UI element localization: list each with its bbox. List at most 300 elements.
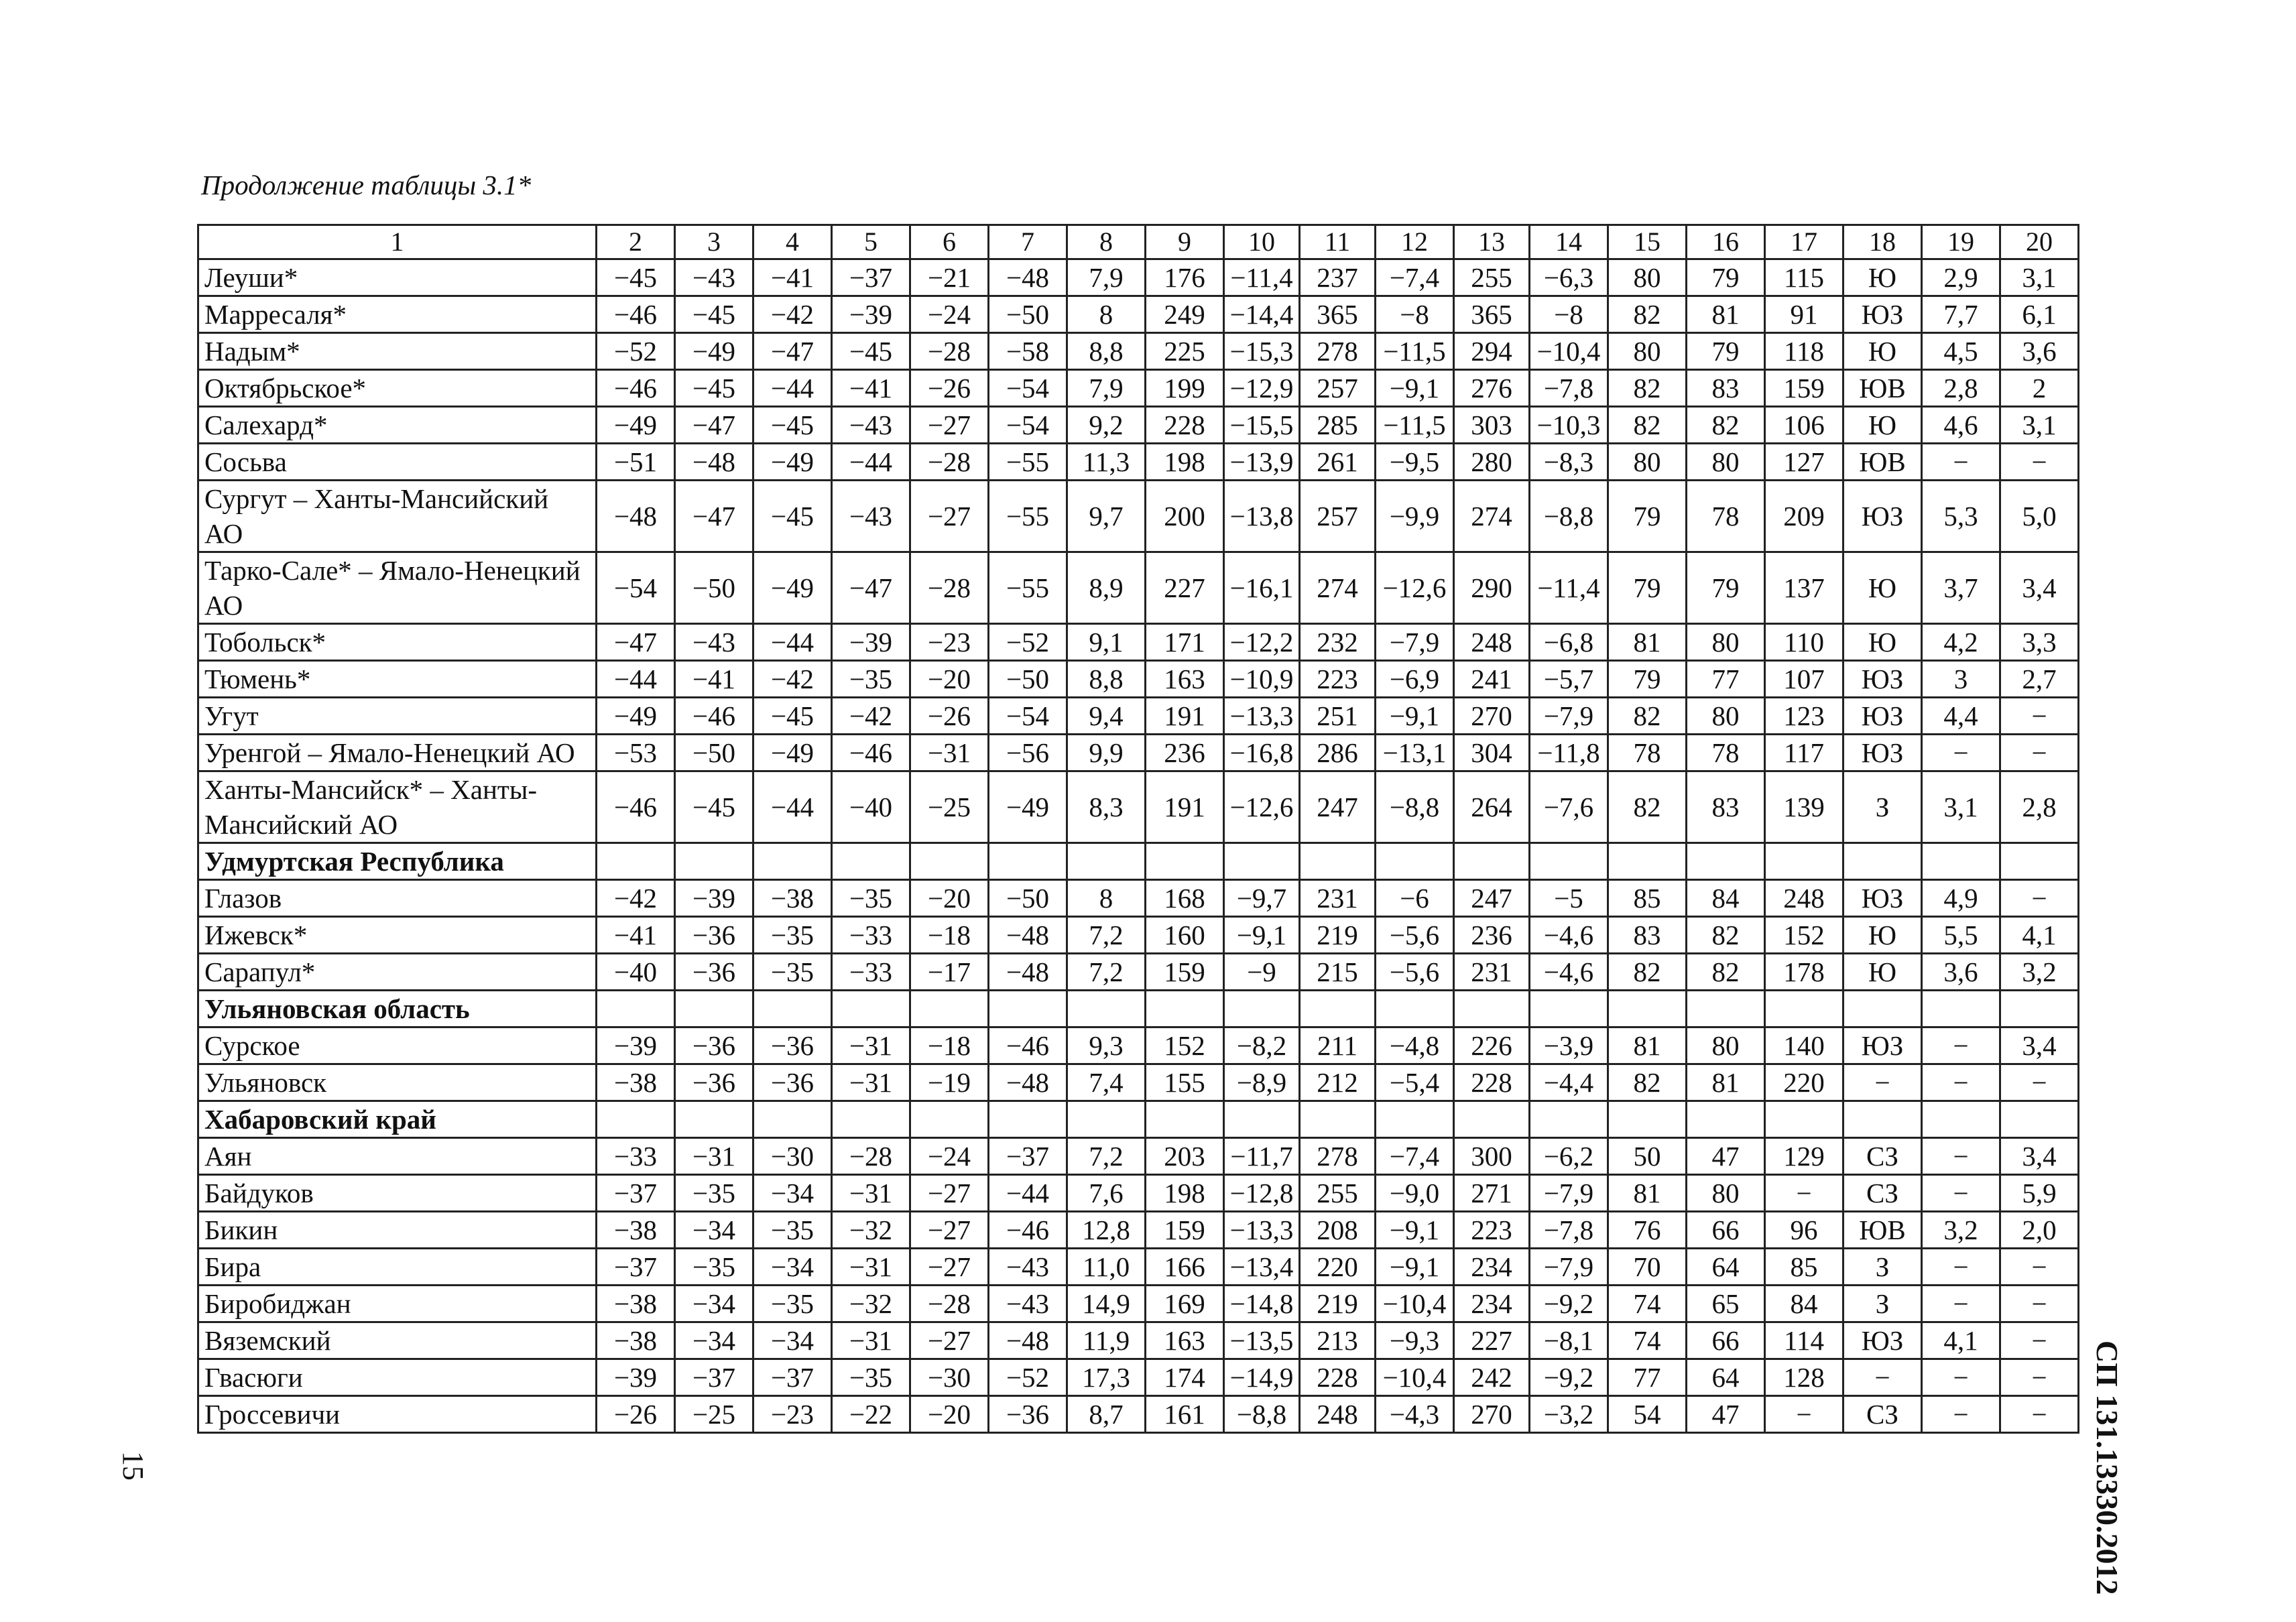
table-cell: 236 [1454,917,1530,954]
table-cell: 365 [1300,296,1376,333]
table-cell: −7,9 [1530,1249,1608,1286]
table-cell: −28 [910,552,989,624]
table-cell: 228 [1300,1359,1376,1396]
table-cell [675,991,753,1027]
table-cell [832,991,910,1027]
table-cell: 82 [1608,771,1687,843]
table-row [198,1212,2079,1249]
table-cell: −45 [675,296,753,333]
table-cell: 7,6 [1067,1175,1146,1212]
table-row [198,880,2079,917]
table-cell: Ю [1844,407,1922,444]
table-cell: 248 [1765,880,1844,917]
page-number: 15 [117,1451,149,1481]
location-name: Марресаля* [198,296,597,333]
location-name: Ижевск* [198,917,597,954]
table-cell: Ю [1844,259,1922,296]
table-cell [1300,843,1376,880]
table-cell: 78 [1687,481,1765,552]
table-cell: −39 [832,624,910,661]
table-cell: −7,8 [1530,370,1608,407]
table-cell: 70 [1608,1249,1687,1286]
table-cell: 255 [1454,259,1530,296]
location-name: Сосьва [198,444,597,481]
table-cell: 290 [1454,552,1530,624]
table-cell: −55 [989,444,1067,481]
table-cell: 3,1 [2000,259,2079,296]
table-cell: −46 [989,1027,1067,1064]
table-cell: −31 [832,1064,910,1101]
table-cell: 7,2 [1067,917,1146,954]
column-header: 9 [1146,225,1224,259]
table-cell: −10,4 [1530,333,1608,370]
table-cell: 66 [1687,1212,1765,1249]
column-header: 16 [1687,225,1765,259]
table-cell [989,843,1067,880]
table-cell: −8,2 [1224,1027,1300,1064]
table-cell: −48 [989,1064,1067,1101]
table-cell [2000,991,2079,1027]
column-header: 1 [198,225,597,259]
table-cell: −45 [753,481,832,552]
table-cell: Ю [1844,552,1922,624]
table-cell: −34 [753,1175,832,1212]
column-header: 11 [1300,225,1376,259]
table-cell: −13,1 [1376,735,1454,771]
table-cell: −23 [910,624,989,661]
table-cell: −16,8 [1224,735,1300,771]
table-cell: −11,4 [1224,259,1300,296]
table-cell: −4,4 [1530,1064,1608,1101]
table-cell: −27 [910,407,989,444]
table-cell: 303 [1454,407,1530,444]
table-cell: −11,7 [1224,1138,1300,1175]
table-cell: Ю [1844,954,1922,991]
table-cell: 271 [1454,1175,1530,1212]
table-cell [1146,843,1224,880]
table-cell: СЗ [1844,1138,1922,1175]
table-cell [1844,1101,1922,1138]
column-header: 17 [1765,225,1844,259]
table-cell: ЮЗ [1844,735,1922,771]
table-cell: − [2000,1064,2079,1101]
table-cell: − [1922,444,2000,481]
table-cell: 7,9 [1067,259,1146,296]
table-cell: −50 [675,735,753,771]
table-cell: −46 [597,370,675,407]
table-cell: − [2000,1249,2079,1286]
table-cell: −39 [597,1359,675,1396]
table-cell: −54 [989,370,1067,407]
table-cell: −5 [1530,880,1608,917]
table-cell: −10,3 [1530,407,1608,444]
table-cell [2000,843,2079,880]
table-row [198,661,2079,698]
table-cell [597,1101,675,1138]
table-cell [1300,991,1376,1027]
table-cell: −46 [597,771,675,843]
table-row [198,1286,2079,1322]
table-cell: ЮЗ [1844,1322,1922,1359]
table-cell: −11,5 [1376,333,1454,370]
table-cell: −36 [675,954,753,991]
table-cell: 7,2 [1067,954,1146,991]
table-cell [989,991,1067,1027]
region-name: Удмуртская Республика [198,843,597,880]
table-cell: −33 [597,1138,675,1175]
table-cell: −24 [910,296,989,333]
table-cell: −30 [753,1138,832,1175]
table-cell: 123 [1765,698,1844,735]
table-cell: 79 [1608,661,1687,698]
table-cell: 294 [1454,333,1530,370]
table-cell: 80 [1687,1175,1765,1212]
table-cell: −9,1 [1224,917,1300,954]
table-cell [1608,991,1687,1027]
table-cell: −38 [597,1322,675,1359]
table-cell: 231 [1454,954,1530,991]
table-cell: −47 [675,481,753,552]
table-cell: 82 [1608,407,1687,444]
table-cell: −37 [753,1359,832,1396]
table-cell: 80 [1687,444,1765,481]
table-cell: 64 [1687,1249,1765,1286]
table-cell: 81 [1608,1027,1687,1064]
table-cell: − [1922,1286,2000,1322]
location-name: Бикин [198,1212,597,1249]
table-cell: −13,9 [1224,444,1300,481]
column-header: 20 [2000,225,2079,259]
table-cell: 82 [1608,1064,1687,1101]
table-row [198,1359,2079,1396]
table-cell: 191 [1146,698,1224,735]
table-cell: − [1765,1175,1844,1212]
table-cell [675,1101,753,1138]
table-cell: 11,3 [1067,444,1146,481]
table-cell: −43 [989,1249,1067,1286]
region-row [198,991,2079,1027]
table-cell: −55 [989,481,1067,552]
column-header: 18 [1844,225,1922,259]
table-cell: 200 [1146,481,1224,552]
table-cell: −41 [832,370,910,407]
table-cell: 236 [1146,735,1224,771]
table-cell: 85 [1765,1249,1844,1286]
table-cell [1922,991,2000,1027]
table-cell: 83 [1608,917,1687,954]
table-cell [675,843,753,880]
table-cell: 159 [1146,954,1224,991]
region-name: Ульяновская область [198,991,597,1027]
table-body [198,259,2079,1433]
table-cell: 82 [1687,954,1765,991]
table-cell: 118 [1765,333,1844,370]
table-cell [910,843,989,880]
table-cell: −42 [832,698,910,735]
table-cell: −35 [753,1286,832,1322]
table-cell: −40 [597,954,675,991]
table-cell: 3,6 [2000,333,2079,370]
table-cell: 9,7 [1067,481,1146,552]
table-cell: −44 [753,771,832,843]
table-cell: 91 [1765,296,1844,333]
table-cell: 65 [1687,1286,1765,1322]
table-cell: − [2000,444,2079,481]
table-row [198,698,2079,735]
table-cell: −47 [597,624,675,661]
table-cell: −47 [675,407,753,444]
header-row [198,225,2079,259]
table-cell [2000,1101,2079,1138]
table-cell: 3,4 [2000,1027,2079,1064]
table-cell: −42 [597,880,675,917]
table-cell: − [1922,735,2000,771]
table-cell: −4,6 [1530,954,1608,991]
table-cell: −8 [1376,296,1454,333]
table-cell: 7,2 [1067,1138,1146,1175]
table-cell: −38 [753,880,832,917]
table-cell: 225 [1146,333,1224,370]
table-cell [1454,991,1530,1027]
table-cell: −33 [832,954,910,991]
table-cell: −20 [910,661,989,698]
table-cell [1067,991,1146,1027]
table-cell: −46 [597,296,675,333]
table-cell: −38 [597,1286,675,1322]
table-cell: −44 [597,661,675,698]
table-cell: СЗ [1844,1175,1922,1212]
table-cell: −58 [989,333,1067,370]
table-cell: −37 [989,1138,1067,1175]
table-cell: 81 [1687,296,1765,333]
table-cell: 64 [1687,1359,1765,1396]
table-cell: −38 [597,1212,675,1249]
table-cell [832,843,910,880]
table-cell: − [2000,1396,2079,1433]
table-cell: 274 [1300,552,1376,624]
table-cell: −45 [753,407,832,444]
table-cell: −42 [753,661,832,698]
table-cell: −25 [910,771,989,843]
table-cell: 115 [1765,259,1844,296]
table-cell: 255 [1300,1175,1376,1212]
table-cell: Ю [1844,333,1922,370]
location-name: Биробиджан [198,1286,597,1322]
table-row [198,1396,2079,1433]
location-name: Гроссевичи [198,1396,597,1433]
table-cell: 248 [1300,1396,1376,1433]
table-cell: −49 [753,444,832,481]
table-cell: −34 [753,1322,832,1359]
table-cell: −15,5 [1224,407,1300,444]
table-cell: −27 [910,1212,989,1249]
table-cell: −40 [832,771,910,843]
table-cell: −48 [989,917,1067,954]
table-cell: 74 [1608,1286,1687,1322]
table-cell: −12,6 [1376,552,1454,624]
table-cell: −34 [675,1286,753,1322]
table-cell: 81 [1608,1175,1687,1212]
table-cell: 219 [1300,917,1376,954]
table-cell: −55 [989,552,1067,624]
table-cell [753,991,832,1027]
table-cell: 6,1 [2000,296,2079,333]
table-cell: 2,8 [1922,370,2000,407]
table-cell: 161 [1146,1396,1224,1433]
table-cell: 129 [1765,1138,1844,1175]
table-cell: 8,7 [1067,1396,1146,1433]
table-cell: Ю [1844,624,1922,661]
table-cell: 74 [1608,1322,1687,1359]
table-cell: −13,4 [1224,1249,1300,1286]
table-cell: −7,9 [1530,698,1608,735]
table-cell: −43 [832,407,910,444]
table-cell: −46 [989,1212,1067,1249]
table-cell: −3,9 [1530,1027,1608,1064]
table-cell: −50 [989,296,1067,333]
table-cell [1687,1101,1765,1138]
table-cell: −35 [832,880,910,917]
table-cell: 80 [1687,1027,1765,1064]
location-name: Гвасюги [198,1359,597,1396]
table-cell: 278 [1300,333,1376,370]
table-cell [1687,991,1765,1027]
table-cell: 223 [1454,1212,1530,1249]
table-cell: 168 [1146,880,1224,917]
table-cell: 5,3 [1922,481,2000,552]
table-cell: −45 [675,771,753,843]
table-cell: 365 [1454,296,1530,333]
table-cell: −56 [989,735,1067,771]
table-cell: 280 [1454,444,1530,481]
table-cell [1376,843,1454,880]
table-cell: −26 [597,1396,675,1433]
table-cell: 3 [1922,661,2000,698]
table-cell: 66 [1687,1322,1765,1359]
table-cell: 9,1 [1067,624,1146,661]
table-cell [1765,843,1844,880]
location-name: Ханты-Мансийск* – Ханты-Мансийский АО [198,771,597,843]
table-cell: −4,6 [1530,917,1608,954]
table-cell: −41 [597,917,675,954]
table-cell: −5,6 [1376,917,1454,954]
table-cell [1067,1101,1146,1138]
table-cell: −12,8 [1224,1175,1300,1212]
table-cell: −11,8 [1530,735,1608,771]
table-cell: −45 [832,333,910,370]
table-cell: 82 [1687,407,1765,444]
location-name: Тюмень* [198,661,597,698]
table-cell: −41 [675,661,753,698]
table-cell: −47 [832,552,910,624]
table-cell [1300,1101,1376,1138]
location-name: Бира [198,1249,597,1286]
table-cell: −27 [910,1175,989,1212]
table-cell: −34 [753,1249,832,1286]
table-cell: −7,4 [1376,259,1454,296]
table-cell: 7,4 [1067,1064,1146,1101]
table-cell: −48 [989,954,1067,991]
table-cell: −27 [910,1249,989,1286]
table-cell: 82 [1608,370,1687,407]
table-cell: 8,9 [1067,552,1146,624]
table-cell: 232 [1300,624,1376,661]
table-cell: −11,5 [1376,407,1454,444]
table-cell: −39 [597,1027,675,1064]
table-cell: 4,2 [1922,624,2000,661]
table-cell: −31 [832,1175,910,1212]
column-header: 15 [1608,225,1687,259]
table-cell [1765,1101,1844,1138]
table-cell: 4,6 [1922,407,2000,444]
location-name: Октябрьское* [198,370,597,407]
table-cell: 2 [2000,370,2079,407]
table-cell: −36 [753,1027,832,1064]
table-cell [1530,1101,1608,1138]
table-cell: −35 [753,954,832,991]
table-cell: 9,3 [1067,1027,1146,1064]
table-row [198,259,2079,296]
table-cell: − [1844,1359,1922,1396]
table-cell: −36 [753,1064,832,1101]
table-row [198,771,2079,843]
table-cell: −4,3 [1376,1396,1454,1433]
table-cell: −5,6 [1376,954,1454,991]
table-cell: −9,1 [1376,698,1454,735]
table-row [198,481,2079,552]
table-row [198,735,2079,771]
table-cell: 79 [1608,552,1687,624]
table-cell: −49 [753,552,832,624]
table-cell: 228 [1454,1064,1530,1101]
table-cell: −36 [675,1027,753,1064]
table-cell: 110 [1765,624,1844,661]
table-cell: −30 [910,1359,989,1396]
table-cell: 17,3 [1067,1359,1146,1396]
table-cell: 276 [1454,370,1530,407]
table-cell: −9,0 [1376,1175,1454,1212]
table-cell: 231 [1300,880,1376,917]
table-cell: −8,8 [1376,771,1454,843]
table-cell: −32 [832,1286,910,1322]
table-cell: −8 [1530,296,1608,333]
table-cell: 152 [1146,1027,1224,1064]
table-cell: −15,3 [1224,333,1300,370]
table-cell: − [1922,1138,2000,1175]
table-cell [1608,1101,1687,1138]
table-cell: 12,8 [1067,1212,1146,1249]
table-cell: 81 [1608,624,1687,661]
table-cell: ЮЗ [1844,880,1922,917]
table-cell: −7,8 [1530,1212,1608,1249]
table-cell: 79 [1687,333,1765,370]
table-cell: −12,2 [1224,624,1300,661]
table-cell: −43 [832,481,910,552]
table-cell: −27 [910,481,989,552]
table-cell: ЮВ [1844,444,1922,481]
table-cell: −45 [597,259,675,296]
table-cell: 248 [1454,624,1530,661]
table-cell: − [2000,1359,2079,1396]
table-cell: −20 [910,880,989,917]
table-cell: −17 [910,954,989,991]
table-cell: 212 [1300,1064,1376,1101]
table-cell: −35 [675,1175,753,1212]
table-cell: − [1922,1359,2000,1396]
table-cell: −8,1 [1530,1322,1608,1359]
table-cell: −35 [832,1359,910,1396]
table-row [198,917,2079,954]
